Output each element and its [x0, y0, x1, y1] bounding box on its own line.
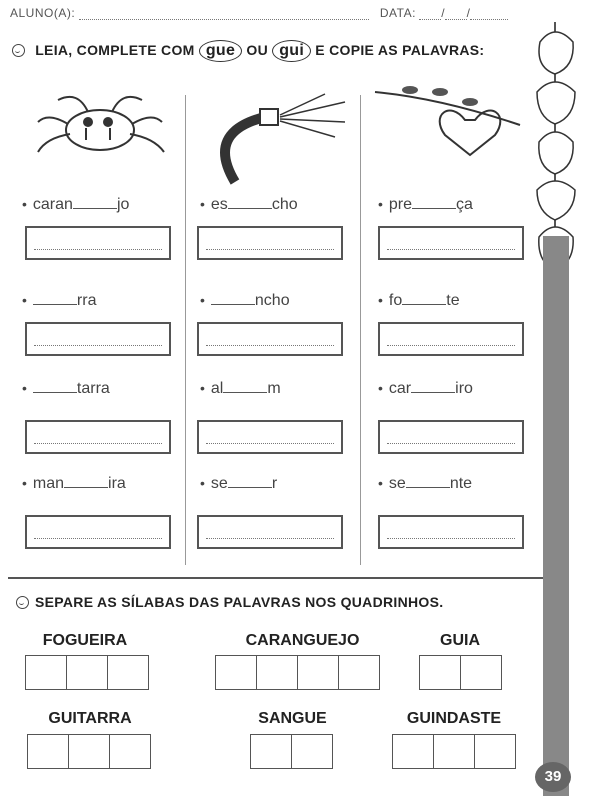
column-divider [360, 95, 361, 565]
syllable-word: CARANGUEJO [245, 632, 360, 649]
fill-item: • ncho [200, 292, 290, 309]
fill-item: • tarra [22, 380, 110, 397]
syllable-cells [216, 655, 380, 690]
fill-item: • caran jo [22, 196, 130, 213]
fill-item: • se r [200, 475, 278, 492]
answer-box[interactable] [25, 322, 171, 356]
answer-box[interactable] [25, 515, 171, 549]
syllable-word: GUITARRA [48, 710, 132, 727]
syllable-cell[interactable] [338, 655, 380, 690]
smiley-icon [12, 44, 25, 57]
blank-line[interactable] [73, 208, 117, 209]
instruction-text: LEIA, COMPLETE COM [35, 42, 195, 58]
syllable-cell[interactable] [109, 734, 151, 769]
syllable-cell[interactable] [25, 655, 67, 690]
column-divider [185, 95, 186, 565]
header [10, 6, 550, 20]
answer-box[interactable] [378, 226, 524, 260]
answer-box[interactable] [197, 420, 343, 454]
syllable-cells [26, 655, 149, 690]
instruction-text: SEPARE AS SÍLABAS DAS PALAVRAS NOS QUADRINHOS. [35, 594, 444, 610]
syllable-cell[interactable] [27, 734, 69, 769]
date-month-line[interactable] [445, 19, 467, 20]
blank-line[interactable] [211, 304, 255, 305]
blank-line[interactable] [223, 392, 267, 393]
syllable-cells [28, 734, 151, 769]
heart-branch-icon [370, 80, 540, 165]
syllable-cell[interactable] [392, 734, 434, 769]
date-label: DATA: [379, 6, 416, 20]
blank-line[interactable] [411, 392, 455, 393]
fill-item: • se nte [378, 475, 473, 492]
answer-box[interactable] [197, 515, 343, 549]
answer-box[interactable] [197, 322, 343, 356]
syllable-cell[interactable] [433, 734, 475, 769]
smiley-icon [16, 596, 29, 609]
answer-box[interactable] [378, 322, 524, 356]
blank-line[interactable] [33, 304, 77, 305]
fill-item: • rra [22, 292, 97, 309]
student-label: ALUNO(A): [10, 6, 76, 20]
fill-item: • man ira [22, 475, 126, 492]
syllable-cells [393, 734, 516, 769]
syllable-cell[interactable] [291, 734, 333, 769]
syllable-cell[interactable] [66, 655, 108, 690]
fill-item: • al m [200, 380, 281, 397]
answer-box[interactable] [25, 226, 171, 260]
syllable-cell[interactable] [250, 734, 292, 769]
crab-icon [28, 82, 173, 167]
blank-line[interactable] [64, 487, 108, 488]
syllable-cell[interactable] [297, 655, 339, 690]
syllable-word: SANGUE [258, 710, 327, 727]
blank-line[interactable] [228, 208, 272, 209]
syllable-word: FOGUEIRA [42, 632, 128, 649]
fill-item: • car iro [378, 380, 473, 397]
syllable-cell[interactable] [460, 655, 502, 690]
date-day-line[interactable] [419, 19, 441, 20]
syllable-cell[interactable] [256, 655, 298, 690]
instruction-or: OU [246, 42, 268, 58]
date-year-line[interactable] [470, 19, 508, 20]
instruction-text-2: E COPIE AS PALAVRAS: [315, 42, 485, 58]
fill-item: • fo te [378, 292, 460, 309]
syllable-cell[interactable] [107, 655, 149, 690]
syllable-cells [420, 655, 502, 690]
instruction-syllables [16, 594, 443, 610]
date-separator: / [466, 6, 470, 20]
page-edge-strip [543, 236, 569, 796]
answer-box[interactable] [378, 515, 524, 549]
blank-line[interactable] [228, 487, 272, 488]
fill-item: • es cho [200, 196, 298, 213]
instruction-complete [12, 40, 484, 62]
blank-line[interactable] [33, 392, 77, 393]
syllable-word: GUIA [440, 632, 480, 649]
page-number: 39 [535, 762, 571, 792]
syllable-cell[interactable] [215, 655, 257, 690]
option-gue: gue [199, 40, 242, 62]
answer-box[interactable] [378, 420, 524, 454]
syllable-word: GUINDASTE [406, 710, 502, 727]
blank-line[interactable] [402, 304, 446, 305]
syllable-cells [251, 734, 333, 769]
answer-box[interactable] [197, 226, 343, 260]
syllable-cell[interactable] [474, 734, 516, 769]
student-name-line[interactable] [79, 19, 369, 20]
answer-box[interactable] [25, 420, 171, 454]
blank-line[interactable] [406, 487, 450, 488]
date-separator: / [441, 6, 445, 20]
syllable-cell[interactable] [68, 734, 110, 769]
option-gui: gui [272, 40, 311, 62]
fill-item: • pre ça [378, 196, 473, 213]
hose-icon [205, 92, 355, 187]
syllable-cell[interactable] [419, 655, 461, 690]
section-divider [8, 577, 548, 579]
blank-line[interactable] [412, 208, 456, 209]
